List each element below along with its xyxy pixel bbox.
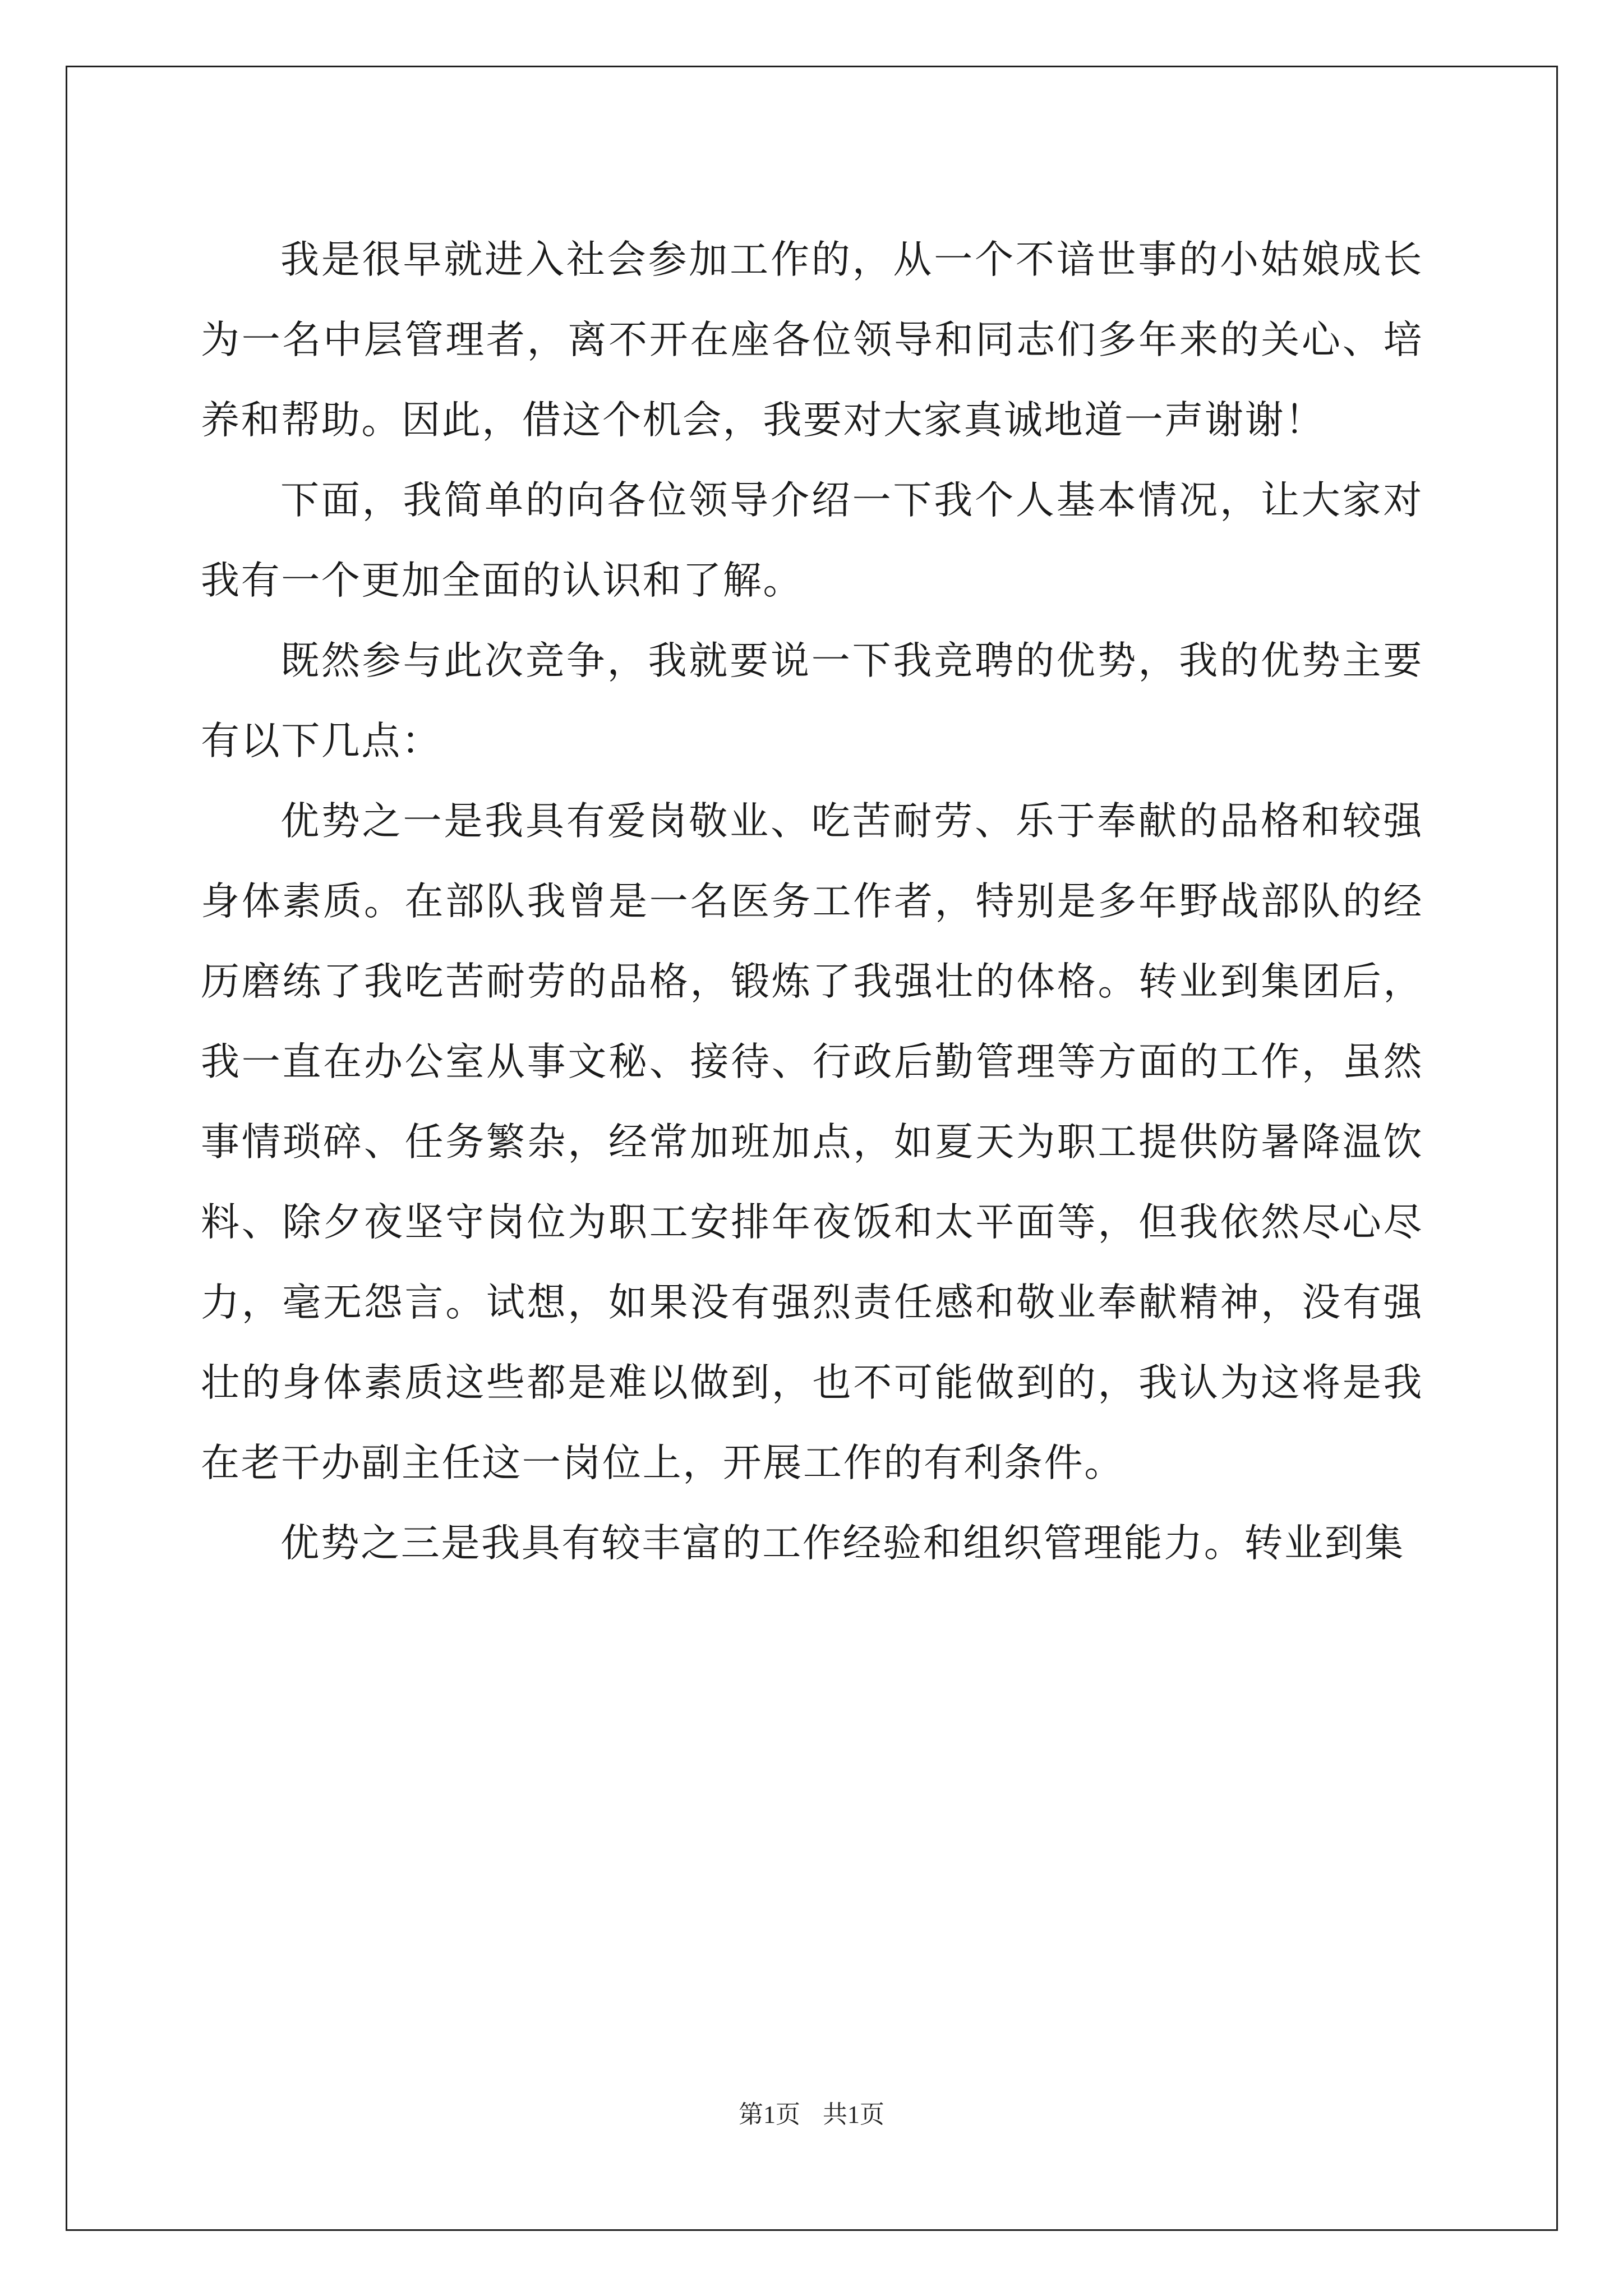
paragraph-advantage-one: 优势之一是我具有爱岗敬业、吃苦耐劳、乐于奉献的品格和较强身体素质。在部队我曾是一名医务工作者，特别是多年野战部队的经历磨练了我吃苦耐劳的品格，锻炼了我强壮的体格。转业到集团后，我一直在办公室从事文秘、接待、行政后勤管理等方面的工作，虽然事情琐碎、任务繁杂，经常加班加点，如夏天为职工提供防暑降温饮料、除夕夜坚守岗位为职工安排年夜饭和太平面等，但我依然尽心尽力，毫无怨言。试想，如果没有强烈责任感和敬业奉献精神，没有强壮的身体素质这些都是难以做到，也不可能做到的，我认为这将是我在老干办副主任这一岗位上，开展工作的有利条件。 <box>201 799 1423 1485</box>
paragraph-introduction: 下面，我简单的向各位领导介绍一下我个人基本情况，让大家对我有一个更加全面的认识和了解。 <box>201 478 1423 603</box>
page-number-current: 第1页 <box>739 2101 800 2128</box>
page-footer <box>0 2098 1623 2132</box>
paragraph-thanks: 我是很早就进入社会参加工作的，从一个不谙世事的小姑娘成长为一名中层管理者，离不开在座各位领导和同志们多年来的关心、培养和帮助。因此，借这个机会，我要对大家真诚地道一声谢谢！ <box>201 237 1423 443</box>
document-body <box>201 220 1423 1584</box>
paragraph-advantage-three: 优势之三是我具有较丰富的工作经验和组织管理能力。转业到集 <box>280 1521 1405 1566</box>
paragraph-advantages-intro: 既然参与此次竞争，我就要说一下我竞聘的优势，我的优势主要有以下几点： <box>201 638 1423 763</box>
page-number-total: 共1页 <box>823 2101 884 2128</box>
